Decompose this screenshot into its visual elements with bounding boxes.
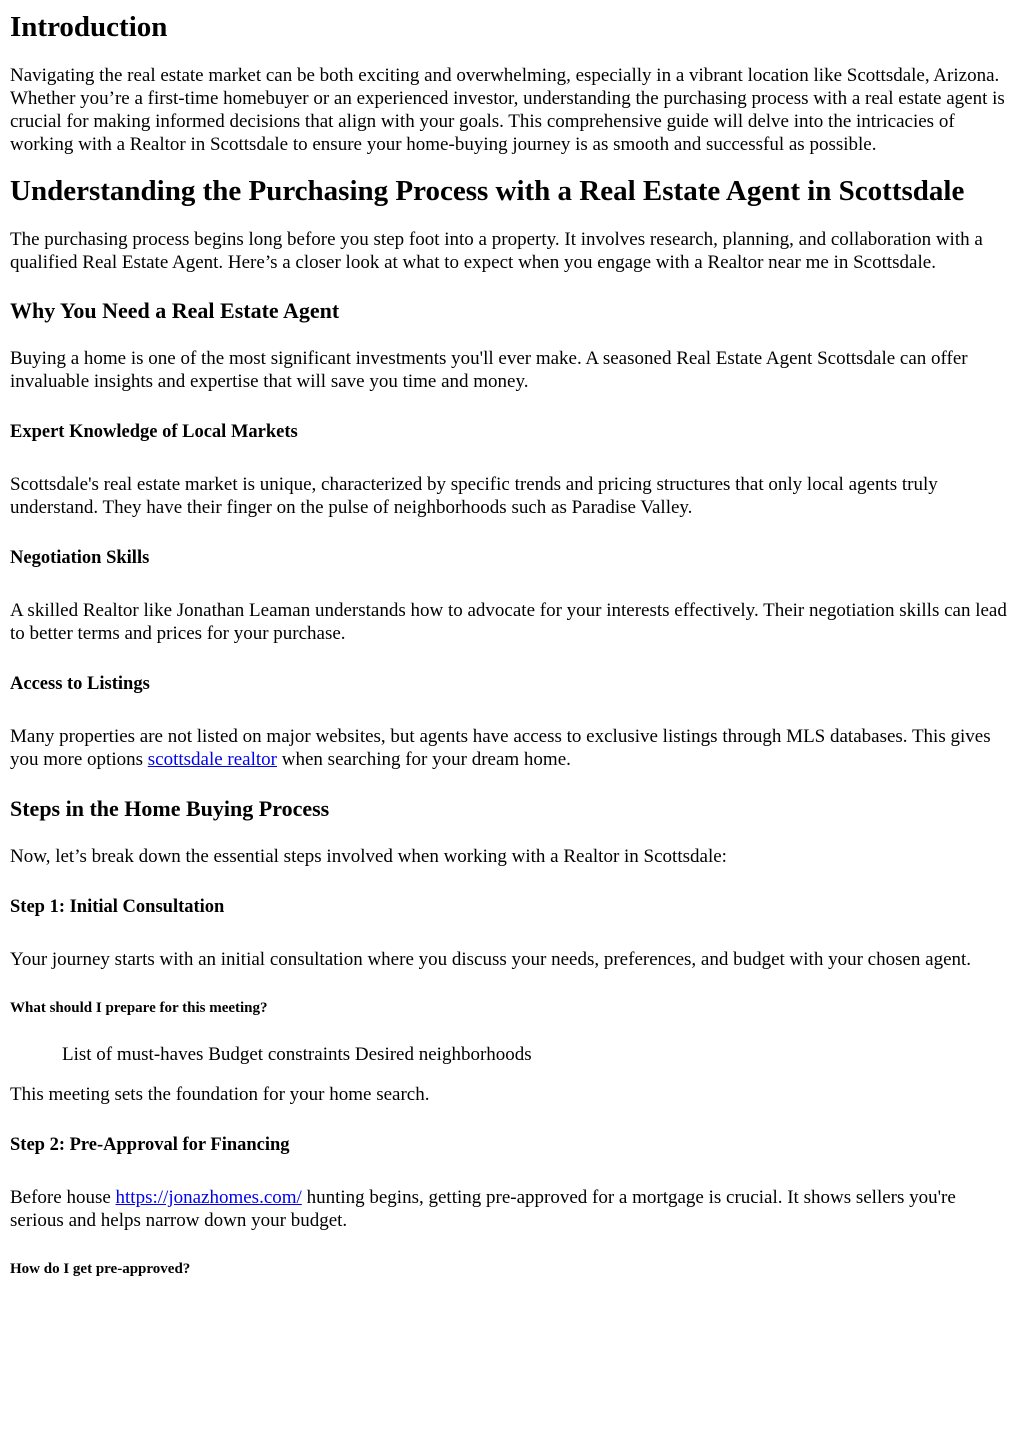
negotiation-paragraph: A skilled Realtor like Jonathan Leaman understands how to advocate for your interests effectively. Their negotiation skills can lead to better terms and prices for your purchase.	[10, 600, 1007, 644]
why-agent-heading: Why You Need a Real Estate Agent	[10, 298, 340, 323]
list-item-budget: Budget constraints	[208, 1044, 351, 1065]
jonazhomes-link[interactable]: https://jonazhomes.com/	[115, 1187, 302, 1208]
list-item-must-haves: List of must-haves	[62, 1044, 204, 1065]
step1-question: What should I prepare for this meeting?	[10, 1000, 268, 1016]
understanding-paragraph: The purchasing process begins long before you step foot into a property. It involves research, planning, and collaboration with a qualified Real Estate Agent. Here’s a closer look at what to expect when you engage with a Realtor near me in Scottsdale.	[10, 229, 983, 273]
intro-heading: Introduction	[10, 11, 168, 43]
why-agent-paragraph: Buying a home is one of the most significant investments you'll ever make. A seasoned Real Estate Agent Scottsdale can offer invaluable insights and expertise that will save you time and money.	[10, 348, 968, 392]
local-markets-paragraph: Scottsdale's real estate market is unique, characterized by specific trends and pricing structures that only local agents truly understand. They have their finger on the pulse of neighborhoods such as Paradise Valley.	[10, 474, 938, 518]
listings-paragraph	[10, 725, 1014, 771]
steps-heading: Steps in the Home Buying Process	[10, 796, 330, 821]
step1-heading: Step 1: Initial Consultation	[10, 897, 225, 917]
listings-text-before: Many properties are not listed on major websites, but agents have access to exclusive listings through MLS databases. This gives you more options	[10, 726, 991, 770]
understanding-heading: Understanding the Purchasing Process with a Real Estate Agent in Scottsdale	[10, 175, 965, 207]
step2-text-after: hunting begins, getting pre-approved for a mortgage is crucial. It shows sellers you're serious and helps narrow down your budget.	[10, 1187, 956, 1231]
scottsdale-realtor-link[interactable]: scottsdale realtor	[147, 749, 278, 770]
document-page	[0, 10, 1024, 1278]
intro-paragraph: Navigating the real estate market can be both exciting and overwhelming, especially in a vibrant location like Scottsdale, Arizona. Whether you’re a first-time homebuyer or an experienced investor, understanding the purchasing process with a real estate agent is crucial for making informed decisions that align with your goals. This comprehensive guide will delve into the intricacies of working with a Realtor in Scottsdale to ensure your home-buying journey is as smooth and successful as possible.	[10, 65, 1005, 155]
list-item	[62, 1043, 1014, 1066]
listings-heading: Access to Listings	[10, 674, 150, 694]
negotiation-heading: Negotiation Skills	[10, 548, 150, 568]
list-item-neighborhoods: Desired neighborhoods	[354, 1044, 532, 1065]
step2-heading: Step 2: Pre-Approval for Financing	[10, 1135, 290, 1155]
must-haves-list	[10, 1043, 1014, 1066]
step2-text-before: Before house	[10, 1187, 116, 1208]
local-markets-heading: Expert Knowledge of Local Markets	[10, 422, 298, 442]
step1-paragraph: Your journey starts with an initial consultation where you discuss your needs, preferences, and budget with your chosen agent.	[10, 949, 972, 970]
listings-text-after: when searching for your dream home.	[277, 749, 571, 770]
steps-paragraph: Now, let’s break down the essential steps involved when working with a Realtor in Scottsdale:	[10, 846, 727, 867]
step1-closing: This meeting sets the foundation for your home search.	[10, 1084, 430, 1105]
step2-paragraph	[10, 1186, 1014, 1232]
step2-question: How do I get pre-approved?	[10, 1261, 191, 1277]
